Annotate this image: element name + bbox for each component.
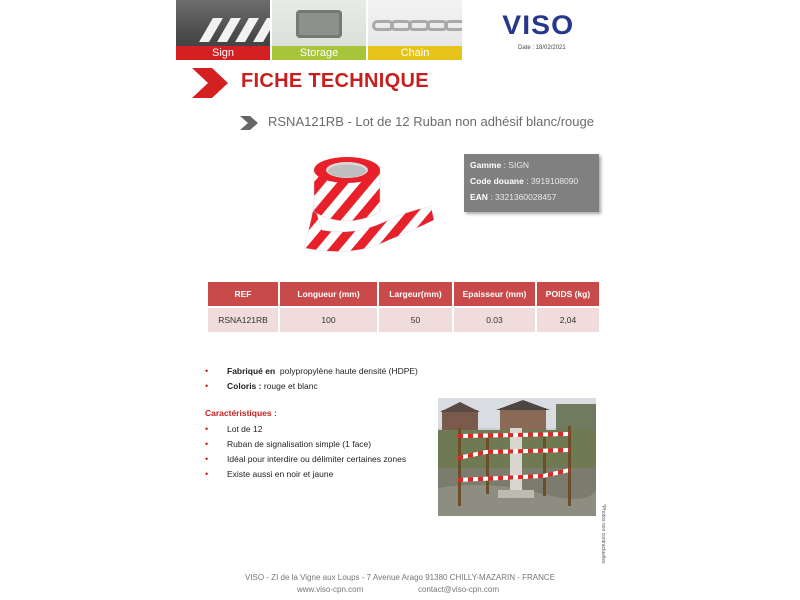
banner-storage-image — [272, 0, 366, 60]
header-banner — [176, 0, 462, 60]
cell-longueur: 100 — [280, 306, 377, 332]
cell-largeur: 50 — [379, 306, 452, 332]
material-list — [205, 364, 418, 394]
cell-poids: 2,04 — [537, 306, 599, 332]
gamme-row — [470, 157, 599, 173]
header-poids: POIDS (kg) — [537, 282, 599, 306]
page-title: FICHE TECHNIQUE — [241, 70, 429, 92]
product-info-box — [464, 154, 599, 212]
ean-value: : 3321360028457 — [490, 192, 557, 202]
fabrique-value: polypropylène haute densité (HDPE) — [279, 366, 418, 376]
banner-label-chain: Chain — [368, 46, 462, 60]
characteristic-text: Ruban de signalisation simple (1 face) — [227, 439, 372, 449]
fabrique-label: Fabriqué en — [227, 366, 276, 376]
list-item — [205, 422, 406, 437]
spec-table — [206, 282, 601, 332]
douane-value: : 3919108090 — [526, 176, 579, 186]
banner-label-storage: Storage — [272, 46, 366, 60]
bullet-icon: • — [205, 469, 209, 479]
characteristics-list — [205, 422, 406, 482]
usage-photo — [438, 398, 596, 516]
cell-epaisseur: 0.03 — [454, 306, 535, 332]
list-item — [205, 452, 406, 467]
coloris-label: Coloris : — [227, 381, 262, 391]
banner-sign-image — [176, 0, 270, 60]
product-title: RSNA121RB - Lot de 12 Ruban non adhésif blanc/rouge — [268, 114, 594, 129]
table-header-row — [208, 282, 599, 306]
ean-row — [470, 189, 599, 205]
douane-row — [470, 173, 599, 189]
footer-website-link[interactable]: www.viso-cpn.com — [297, 585, 364, 594]
title-arrow-icon — [192, 68, 230, 98]
footer-email-link[interactable]: contact@viso-cpn.com — [418, 585, 500, 594]
banner-label-sign: Sign — [176, 46, 270, 60]
bullet-icon: • — [205, 454, 209, 464]
bullet-icon: • — [205, 366, 209, 376]
footer-address: VISO - ZI de la Vigne aux Loups - 7 Avenue Arago 91380 CHILLY-MAZARIN - FRANCE — [244, 573, 556, 582]
cell-ref: RSNA121RB — [208, 306, 278, 332]
tape-roll-image — [294, 150, 444, 260]
gamme-value: : SIGN — [503, 160, 530, 170]
header-ref: REF — [208, 282, 278, 306]
table-row — [208, 306, 599, 332]
bullet-icon: • — [205, 424, 209, 434]
banner-chain-image — [368, 0, 462, 60]
viso-logo: VISO — [502, 10, 575, 40]
coloris-value: rouge et blanc — [263, 381, 318, 391]
ean-label: EAN — [470, 192, 488, 202]
bullet-icon: • — [205, 439, 209, 449]
gamme-label: Gamme — [470, 160, 502, 170]
subtitle-arrow-icon — [240, 116, 260, 130]
characteristics-heading: Caractéristiques : — [205, 408, 277, 418]
list-item — [205, 467, 406, 482]
list-item — [205, 379, 418, 394]
header-largeur: Largeur(mm) — [379, 282, 452, 306]
photo-disclaimer: *Photos non contractuelles — [600, 504, 606, 564]
douane-label: Code douane — [470, 176, 524, 186]
characteristic-text: Existe aussi en noir et jaune — [227, 469, 334, 479]
list-item — [205, 364, 418, 379]
characteristic-text: Idéal pour interdire ou délimiter certaines zones — [227, 454, 407, 464]
document-date: Date : 18/02/2021 — [518, 45, 566, 51]
header-longueur: Longueur (mm) — [280, 282, 377, 306]
bullet-icon: • — [205, 381, 209, 391]
characteristic-text: Lot de 12 — [227, 424, 263, 434]
list-item — [205, 437, 406, 452]
header-epaisseur: Epaisseur (mm) — [454, 282, 535, 306]
